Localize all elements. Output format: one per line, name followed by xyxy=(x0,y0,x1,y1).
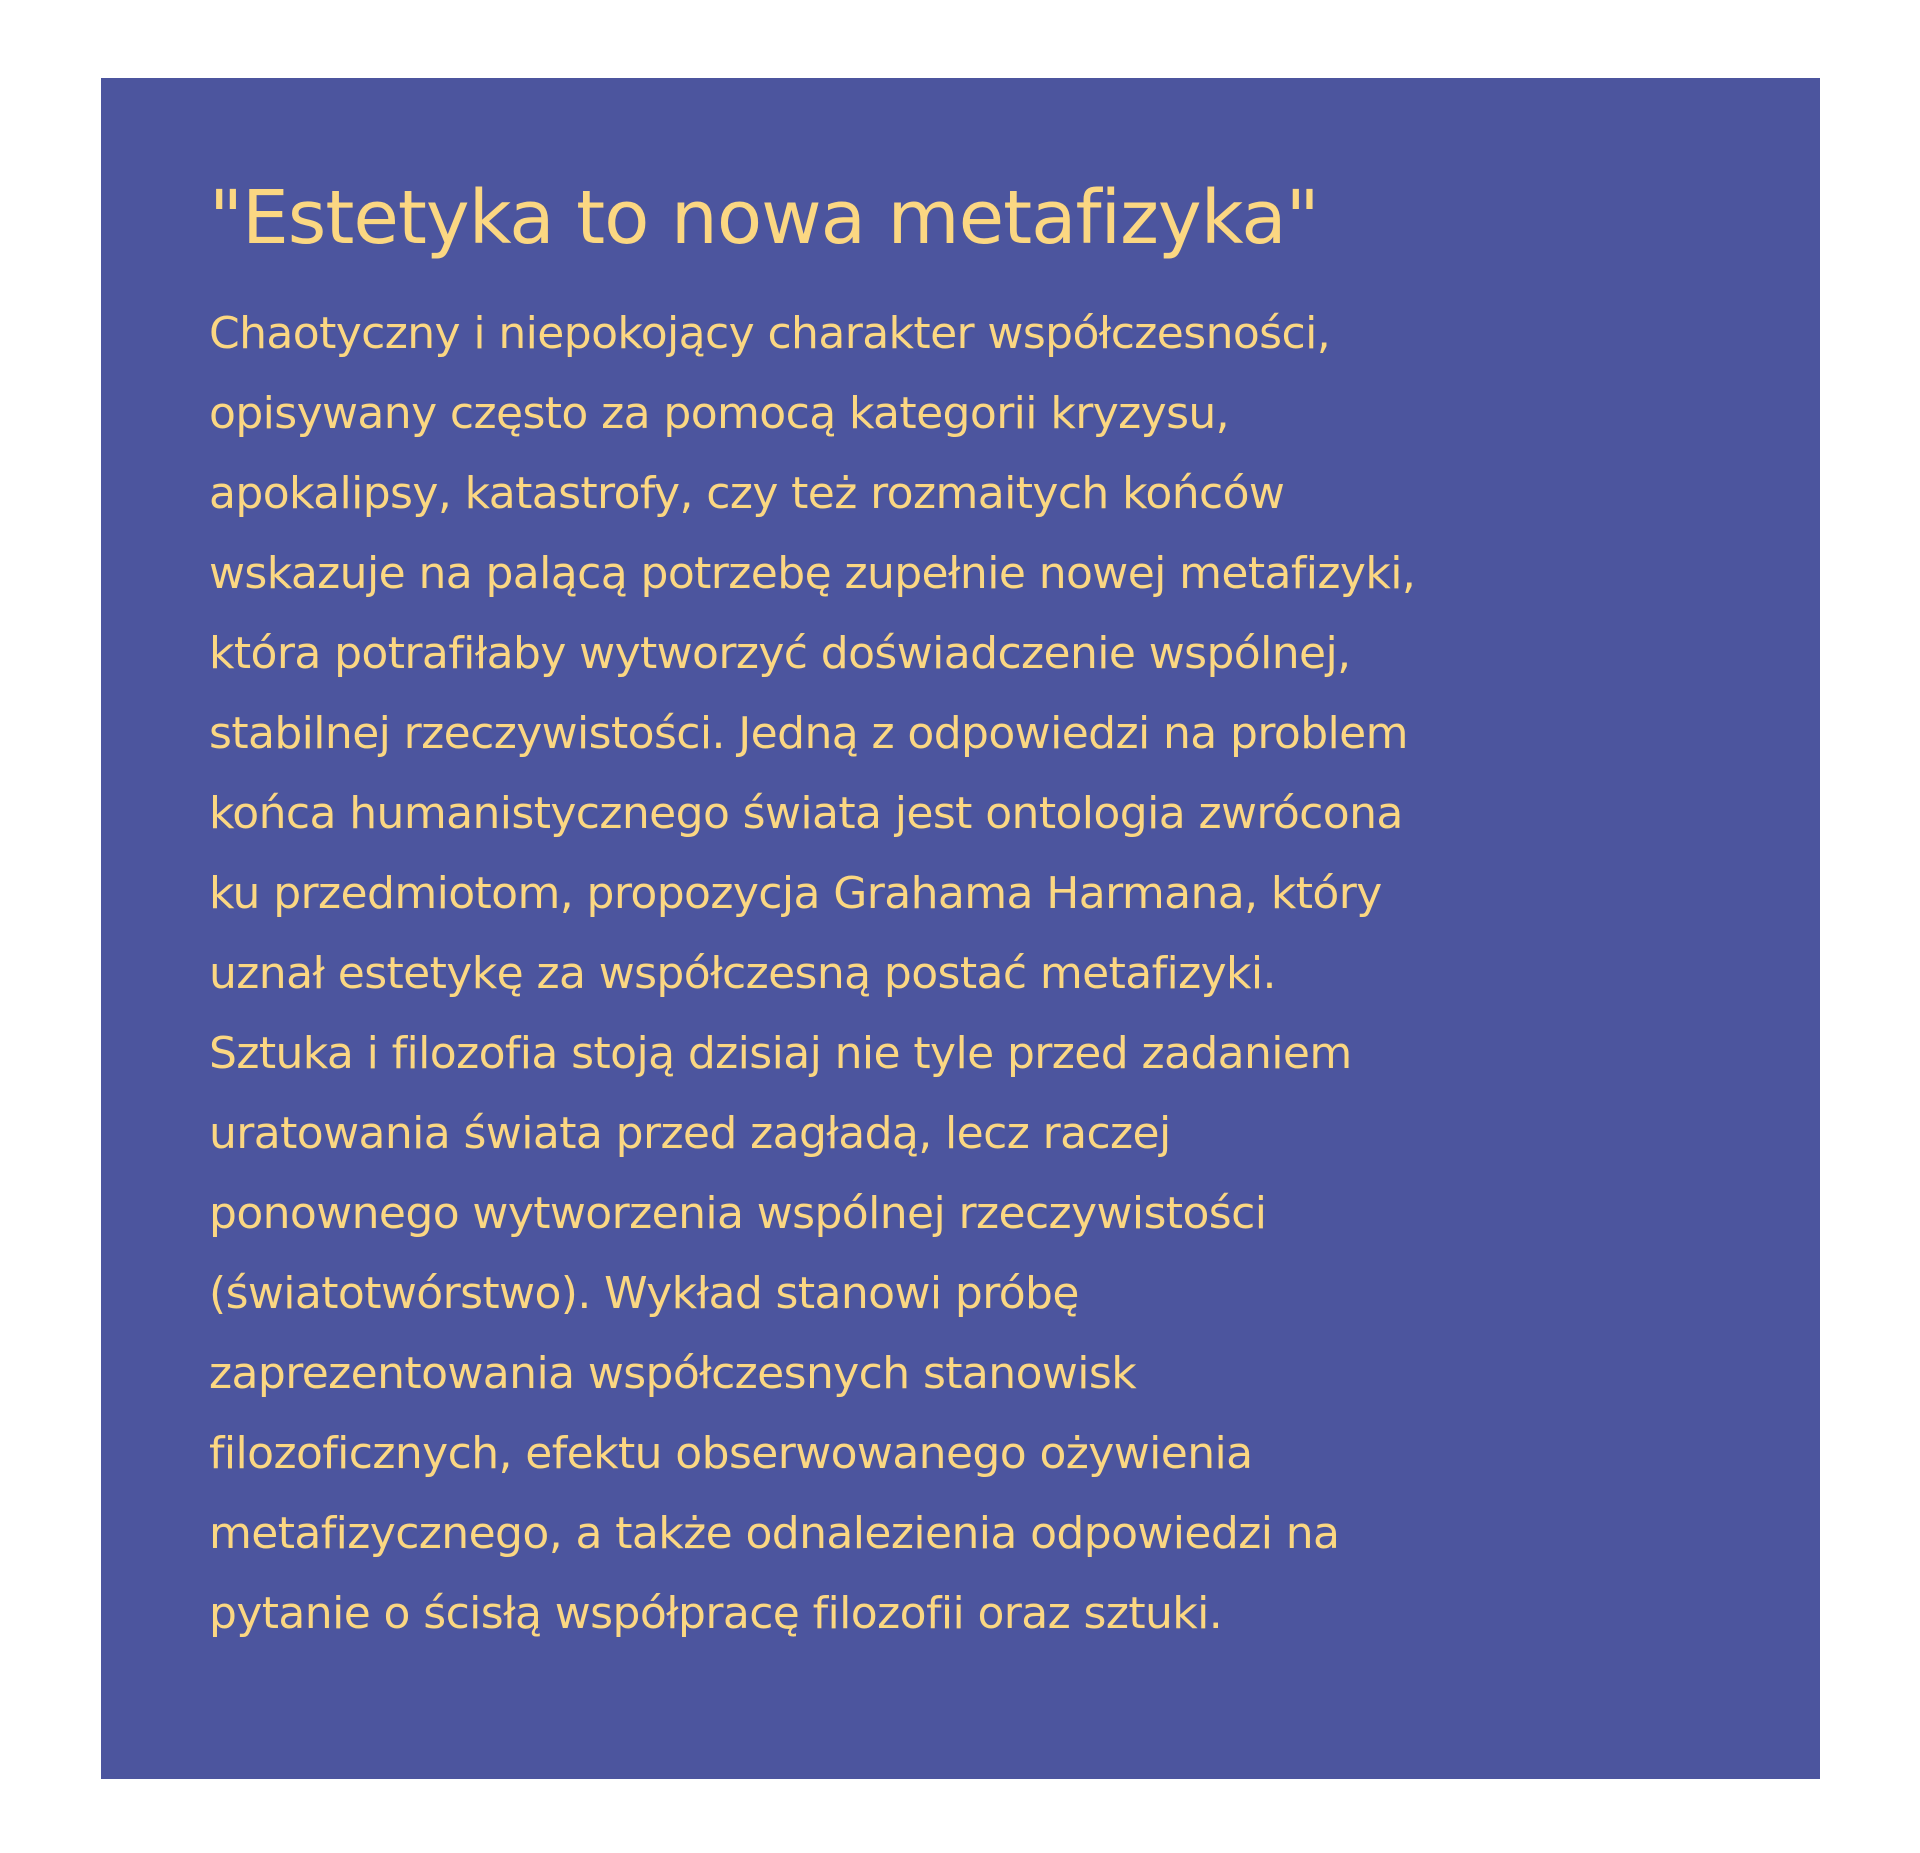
body-line: końca humanistycznego świata jest ontologia zwrócona xyxy=(209,788,1403,839)
body-line: Sztuka i filozofia stoją dzisiaj nie tyle przed zadaniem xyxy=(209,1028,1352,1079)
description-card xyxy=(101,78,1820,1779)
body-line: filozoficznych, efektu obserwowanego ożywienia xyxy=(209,1428,1253,1479)
body-line: która potrafiłaby wytworzyć doświadczenie wspólnej, xyxy=(209,628,1351,679)
body-line: zaprezentowania współczesnych stanowisk xyxy=(209,1348,1137,1399)
card-title: "Estetyka to nowa metafizyka" xyxy=(209,175,1319,261)
body-line: uratowania świata przed zagładą, lecz raczej xyxy=(209,1108,1171,1159)
body-line: stabilnej rzeczywistości. Jedną z odpowiedzi na problem xyxy=(209,708,1408,759)
body-line: Chaotyczny i niepokojący charakter współczesności, xyxy=(209,308,1331,359)
body-line: ku przedmiotom, propozycja Grahama Harmana, który xyxy=(209,868,1382,919)
body-line: ponownego wytworzenia wspólnej rzeczywistości xyxy=(209,1188,1267,1239)
body-line: uznał estetykę za współczesną postać metafizyki. xyxy=(209,948,1276,999)
card-body xyxy=(209,294,1720,1654)
body-line: (światotwórstwo). Wykład stanowi próbę xyxy=(209,1268,1079,1319)
body-line: metafizycznego, a także odnalezienia odpowiedzi na xyxy=(209,1508,1340,1559)
body-line: apokalipsy, katastrofy, czy też rozmaitych końców xyxy=(209,468,1285,519)
body-line: pytanie o ścisłą współpracę filozofii oraz sztuki. xyxy=(209,1588,1223,1639)
body-line: opisywany często za pomocą kategorii kryzysu, xyxy=(209,388,1230,439)
body-line: wskazuje na palącą potrzebę zupełnie nowej metafizyki, xyxy=(209,548,1416,599)
